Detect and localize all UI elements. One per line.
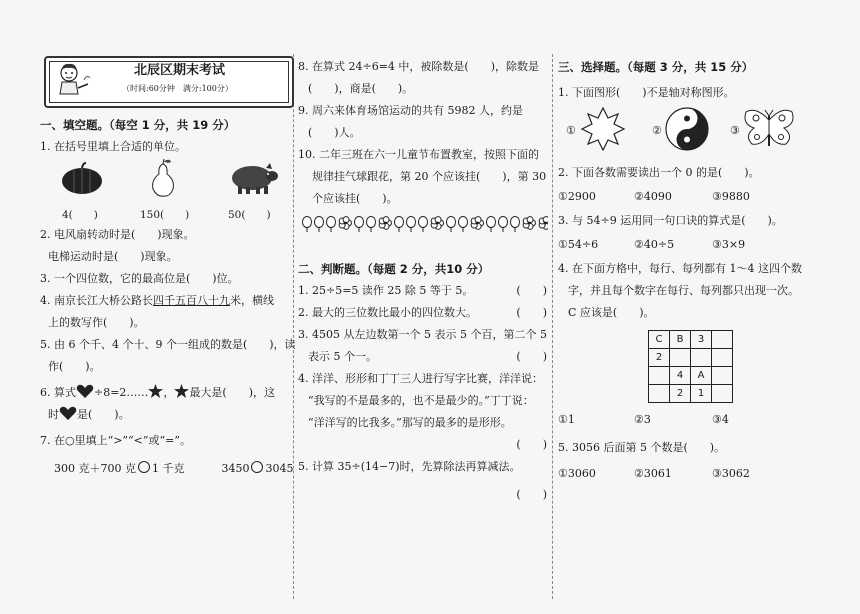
- q6-division: ÷8=2……: [94, 386, 149, 399]
- choice-3-text: 3. 与 54÷9 运用同一句口诀的算式是( )。: [558, 214, 783, 227]
- exam-title-box: [44, 56, 294, 108]
- choice-2-text: 2. 下面各数需要读出一个 0 的是( )。: [558, 166, 760, 179]
- answer-paren[interactable]: ( ): [516, 306, 547, 319]
- q2-text-a: 2. 电风扇转动时是( )现象。: [40, 228, 195, 241]
- grid-cell: [691, 349, 712, 367]
- judge-5-paren-row: [298, 484, 553, 506]
- q1-figures: [40, 158, 292, 224]
- star-icon: [174, 384, 189, 398]
- option[interactable]: ③9880: [712, 190, 750, 203]
- heart-icon: [76, 384, 94, 399]
- choice-1-text: 1. 下面图形( )不是轴对称图形。: [558, 86, 735, 99]
- q1-label-pumpkin: 4( ): [62, 209, 98, 221]
- option[interactable]: ①2900: [558, 190, 596, 203]
- q10-text-a: 10. 二年三班在六一儿童节布置教室，按照下面的: [298, 148, 539, 161]
- balloon-icon: [487, 217, 496, 233]
- answer-paren[interactable]: ( ): [516, 438, 547, 451]
- option[interactable]: ①1: [558, 413, 575, 426]
- pig-icon: [226, 162, 280, 196]
- q5-text-a: 5. 由 6 个千、4 个十、9 个一组成的数是( )，读: [40, 338, 296, 351]
- q7-expr-2: 1 千克: [151, 462, 185, 475]
- option[interactable]: ②3061: [634, 467, 672, 480]
- judge-1: [298, 280, 553, 302]
- balloon-icon: [315, 217, 324, 233]
- exam-subtitle: （时间:60分钟 满分:100分）: [122, 84, 233, 93]
- grid-cell: 2: [649, 349, 670, 367]
- judge-5: 5. 计算 35÷(14−7)时，先算除法再算减法。: [298, 460, 521, 473]
- q9-text-a: 9. 周六来体育场馆运动的共有 5982 人，约是: [298, 104, 523, 117]
- q4-prefix: 4. 南京长江大桥公路长: [40, 294, 153, 307]
- q6-text-b: [40, 404, 292, 426]
- section-2-heading: 二、判断题。（每题 2 分，共10 分）: [298, 262, 490, 276]
- compare-circle[interactable]: [251, 461, 263, 473]
- answer-paren[interactable]: ( ): [516, 284, 547, 297]
- judge-3a: 3. 4505 从左边数第一个 5 表示 5 个百，第二个 5: [298, 328, 547, 341]
- q9-text-b: ( )人。: [308, 126, 361, 139]
- yin-yang-icon: [664, 106, 710, 152]
- choice-3-options: [558, 234, 820, 256]
- grid-cell: [649, 385, 670, 403]
- balloon-icon: [407, 217, 416, 233]
- option[interactable]: ③3062: [712, 467, 750, 480]
- choice-1-opt-1: ①: [566, 124, 576, 137]
- grid-row: [649, 367, 733, 385]
- flower-icon: [379, 217, 391, 230]
- grid-row: [649, 349, 733, 367]
- judge-2-text: 2. 最大的三位数比最小的四位数大。: [298, 306, 477, 319]
- answer-paren[interactable]: ( ): [516, 488, 547, 501]
- grid-cell: B: [670, 331, 691, 349]
- q6-b-prefix: 时: [48, 408, 59, 421]
- choice-4-text-b: 字，并且每个数字在每行、每列都只出现一次。: [568, 284, 799, 297]
- choice-4-text-a: 4. 在下面方格中，每行、每列都有 1～4 这四个数: [558, 262, 802, 275]
- q8-text-b: ( )，商是( )。: [308, 82, 414, 95]
- judge-3b-text: 表示 5 个一。: [308, 350, 377, 363]
- compare-circle[interactable]: [138, 461, 150, 473]
- heart-icon: [59, 406, 77, 421]
- flower-icon: [471, 217, 483, 230]
- q10-text-b: 规律挂气球跟花，第 20 个应该挂( )，第 30: [312, 170, 547, 183]
- judge-1-text: 1. 25÷5=5 读作 25 除 5 等于 5。: [298, 284, 474, 297]
- judge-4-paren-row: [298, 434, 553, 456]
- option[interactable]: ①3060: [558, 467, 596, 480]
- q7-expr-1: 300 克＋700 克: [54, 462, 136, 475]
- grid-cell: 2: [670, 385, 691, 403]
- butterfly-icon: [742, 108, 796, 150]
- judge-4c: “洋洋写的比我多。”那写的最多的是形形。: [308, 416, 512, 429]
- q5-text-b: 作( )。: [48, 360, 101, 373]
- q4-text-a: [40, 290, 292, 312]
- grid-cell: [712, 367, 733, 385]
- choice-1-opt-3: ③: [730, 124, 740, 137]
- column-divider-left: [293, 54, 294, 599]
- q4-underlined: 四千五百八十九: [153, 294, 230, 307]
- balloon-icon: [419, 217, 428, 233]
- grid-cell: C: [649, 331, 670, 349]
- answer-paren[interactable]: ( ): [516, 350, 547, 363]
- sudoku-grid: [648, 330, 733, 403]
- grid-cell: [670, 349, 691, 367]
- balloon-icon: [459, 217, 468, 233]
- pumpkin-icon: [60, 162, 104, 196]
- balloon-icon: [499, 217, 508, 233]
- q3-text: 3. 一个四位数，它的最高位是( )位。: [40, 272, 239, 285]
- grid-cell: 1: [691, 385, 712, 403]
- balloon-icon: [355, 217, 364, 233]
- judge-4b: “我写的不是最多的，也不是最少的。”丁丁说：: [308, 394, 534, 407]
- grid-cell: [712, 349, 733, 367]
- section-1-heading: 一、填空题。（每空 1 分，共 19 分）: [40, 118, 236, 132]
- student-illustration-icon: [54, 62, 94, 100]
- choice-4-options: [558, 409, 820, 431]
- q10-text-c: 个应该挂( )。: [312, 192, 398, 205]
- q6-comma: ，: [163, 386, 175, 399]
- q6-b-rest: 是( )。: [77, 408, 130, 421]
- q1-label-pear: 150( ): [140, 209, 190, 221]
- q7-text-a: 7. 在○里填上“>”“<”或“=”。: [40, 434, 191, 447]
- q7-text-b: [40, 458, 292, 480]
- choice-1-opt-2: ②: [652, 124, 662, 137]
- balloon-icon: [327, 217, 336, 233]
- eight-point-star-icon: [580, 106, 626, 152]
- flower-icon: [539, 217, 548, 230]
- choice-5-text: 5. 3056 后面第 5 个数是( )。: [558, 441, 726, 454]
- column-2: [298, 56, 553, 506]
- option[interactable]: ②40÷5: [634, 238, 675, 251]
- grid-cell: [649, 367, 670, 385]
- option[interactable]: ③4: [712, 413, 729, 426]
- grid-row: [649, 331, 733, 349]
- star-icon: [148, 384, 163, 398]
- section-3-heading: 三、选择题。（每题 3 分，共 15 分）: [558, 60, 754, 74]
- option[interactable]: ②3: [634, 413, 651, 426]
- choice-2-options: [558, 186, 820, 208]
- column-3: [558, 56, 820, 485]
- pear-icon: [148, 158, 178, 198]
- balloon-icon: [367, 217, 376, 233]
- exam-title: 北辰区期末考试: [134, 63, 226, 78]
- q1-label-pig: 50( ): [228, 209, 271, 221]
- balloon-icon: [511, 217, 520, 233]
- q8-text-a: 8. 在算式 24÷6=4 中，被除数是( )，除数是: [298, 60, 539, 73]
- grid-cell: 4: [670, 367, 691, 385]
- q1-text: 1. 在括号里填上合适的单位。: [40, 140, 186, 153]
- judge-3b: [298, 346, 553, 368]
- option[interactable]: ②4090: [634, 190, 672, 203]
- q4-suffix: 米，横线: [230, 294, 274, 307]
- choice-1-figures: [558, 104, 820, 158]
- column-1: [40, 56, 296, 480]
- balloon-icon: [303, 217, 312, 233]
- grid-cell: [712, 385, 733, 403]
- q7-expr-4: 3045: [265, 462, 294, 475]
- choice-4-text-c: C 应该是( )。: [568, 306, 655, 319]
- q6-prefix: 6. 算式: [40, 386, 76, 399]
- q7-expr-3: 3450: [221, 462, 250, 475]
- flower-icon: [339, 217, 351, 230]
- choice-5-options: [558, 463, 820, 485]
- q4-text-b: 上的数写作( )。: [48, 316, 145, 329]
- grid-cell: A: [691, 367, 712, 385]
- balloon-icon: [395, 217, 404, 233]
- grid-cell: 3: [691, 331, 712, 349]
- flower-icon: [523, 217, 535, 230]
- flower-icon: [431, 217, 443, 230]
- q6-rest: 最大是( )，这: [189, 386, 276, 399]
- grid-row: [649, 385, 733, 403]
- option[interactable]: ③3×9: [712, 238, 746, 251]
- balloon-flower-pattern: [298, 212, 548, 254]
- grid-cell: [712, 331, 733, 349]
- q6-text-a: [40, 382, 292, 404]
- q2-text-b: 电梯运动时是( )现象。: [48, 250, 178, 263]
- balloon-icon: [447, 217, 456, 233]
- option[interactable]: ①54÷6: [558, 238, 599, 251]
- judge-4a: 4. 洋洋、形形和丁丁三人进行写字比赛，洋洋说：: [298, 372, 543, 385]
- judge-2: [298, 302, 553, 324]
